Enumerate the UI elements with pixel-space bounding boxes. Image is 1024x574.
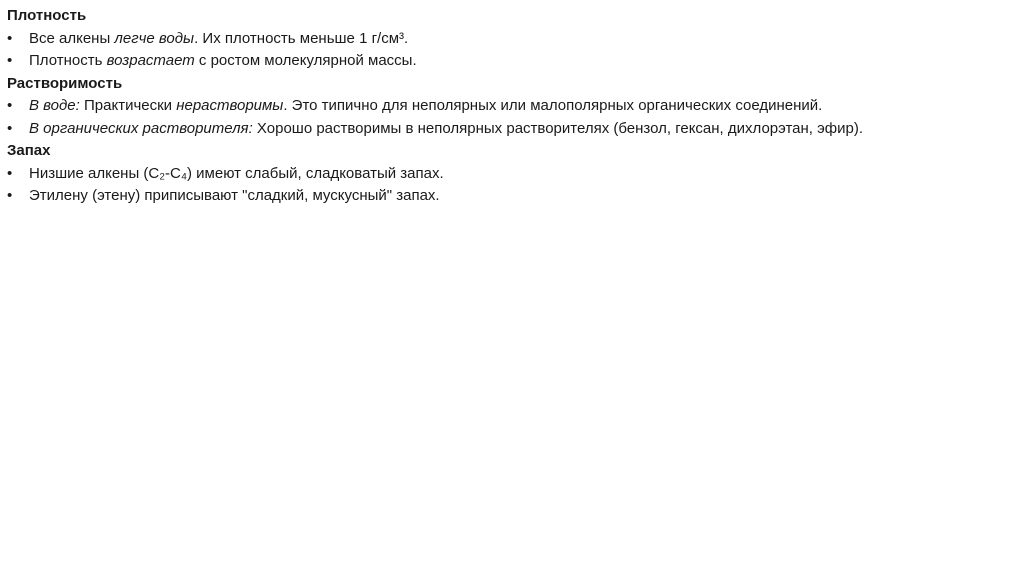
bullet-marker: • xyxy=(7,164,13,182)
solubility-list xyxy=(7,95,1012,140)
list-item xyxy=(7,163,1012,186)
heading-odor: Запах xyxy=(7,142,51,159)
odor-list xyxy=(7,163,1012,208)
list-item xyxy=(7,185,1012,208)
list-item xyxy=(7,118,1012,141)
item-text: Хорошо растворимы в неполярных растворителях (бензол, гексан, дихлорэтан, эфир). xyxy=(252,119,863,137)
item-text: Низшие алкены (C₂-C₄) имеют слабый, сладковатый запах. xyxy=(29,164,444,182)
bullet-marker: • xyxy=(7,187,13,204)
item-text: Практически xyxy=(79,97,177,114)
bullet-marker: • xyxy=(7,119,13,137)
item-text-emphasis: В органических растворителя: xyxy=(29,119,253,137)
slide-content xyxy=(7,5,1012,208)
bullet-marker: • xyxy=(7,52,13,69)
heading-density: Плотность xyxy=(7,7,87,24)
bullet-marker: • xyxy=(7,97,13,114)
density-list xyxy=(7,28,1012,73)
item-text: Плотность xyxy=(29,52,107,69)
list-item xyxy=(7,28,1012,51)
item-text: . Их плотность меньше 1 г/см³. xyxy=(194,29,409,47)
heading-solubility: Растворимость xyxy=(7,74,123,92)
item-text: Все алкены xyxy=(29,29,115,47)
item-text-emphasis: легче воды xyxy=(114,29,195,47)
list-item xyxy=(7,95,1012,118)
item-text-emphasis: возрастает xyxy=(106,52,195,69)
item-text-emphasis: В воде: xyxy=(29,97,80,114)
item-text-emphasis: нерастворимы xyxy=(176,97,284,114)
item-text: с ростом молекулярной массы. xyxy=(194,52,417,69)
list-item xyxy=(7,50,1012,73)
item-text: Этилену (этену) приписывают "сладкий, мускусный" запах. xyxy=(29,187,440,204)
item-text: . Это типично для неполярных или малополярных органических соединений. xyxy=(283,97,823,114)
bullet-marker: • xyxy=(7,29,13,47)
